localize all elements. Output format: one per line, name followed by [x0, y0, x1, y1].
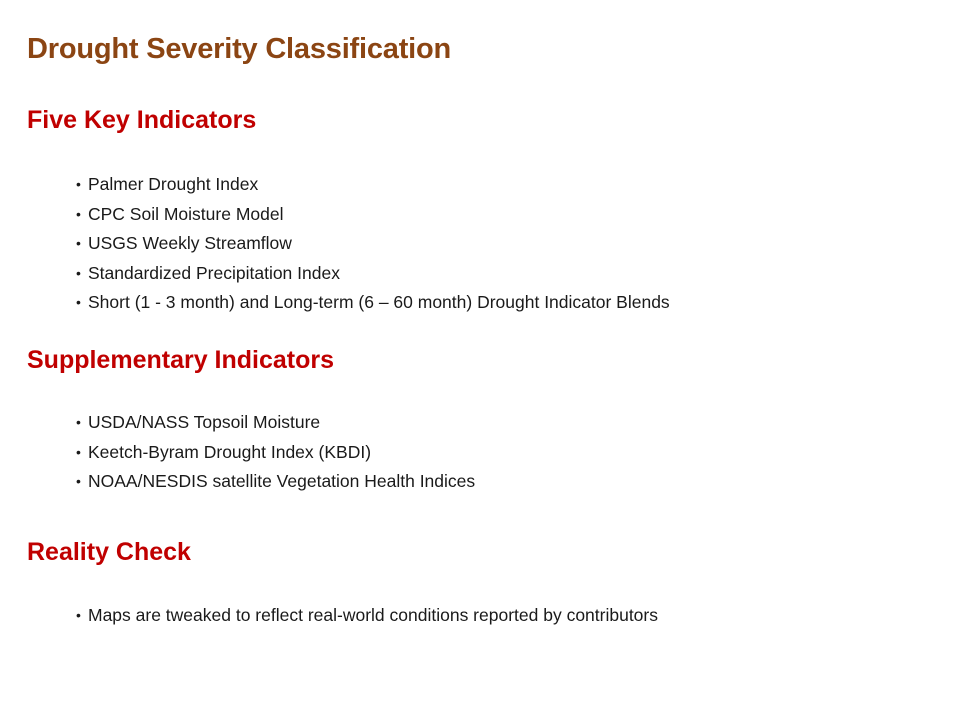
section-heading-supplementary-indicators: Supplementary Indicators [27, 346, 335, 374]
bullet-dot-icon: • [76, 473, 81, 489]
bullet-dot-icon: • [76, 176, 81, 192]
bullet-dot-icon: • [76, 414, 81, 430]
section-heading-reality-check: Reality Check [27, 538, 191, 566]
list-item [76, 601, 658, 631]
section-heading-five-key-indicators: Five Key Indicators [27, 106, 257, 134]
slide-title: Drought Severity Classification [27, 33, 452, 65]
bullet-dot-icon: • [76, 294, 81, 310]
list-item [76, 408, 475, 438]
bullet-dot-icon: • [76, 264, 81, 281]
list-item [76, 288, 670, 318]
list-item-text: Maps are tweaked to reflect real-world conditions reported by contributors [88, 605, 658, 625]
bullet-dot-icon: • [76, 205, 81, 222]
reality-check-list [76, 601, 658, 631]
list-item-text: Keetch-Byram Drought Index (KBDI) [88, 441, 372, 462]
list-item-text: Palmer Drought Index [88, 174, 259, 194]
list-item [76, 229, 670, 259]
list-item [76, 438, 475, 468]
bullet-dot-icon: • [76, 235, 81, 251]
list-item-text: Short (1 - 3 month) and Long-term (6 – 60 month) Drought Indicator Blends [88, 292, 670, 312]
list-item [76, 259, 670, 289]
list-item-text: NOAA/NESDIS satellite Vegetation Health Indices [88, 471, 476, 491]
list-item [76, 200, 670, 230]
supplementary-indicators-list [76, 408, 475, 497]
bullet-dot-icon: • [76, 443, 81, 460]
list-item-text: Standardized Precipitation Index [88, 262, 340, 283]
five-key-indicators-list [76, 170, 670, 318]
list-item [76, 170, 670, 200]
list-item [76, 467, 475, 497]
bullet-dot-icon: • [76, 607, 81, 623]
list-item-text: USGS Weekly Streamflow [88, 233, 292, 253]
list-item-text: USDA/NASS Topsoil Moisture [88, 412, 321, 432]
list-item-text: CPC Soil Moisture Model [88, 203, 284, 224]
